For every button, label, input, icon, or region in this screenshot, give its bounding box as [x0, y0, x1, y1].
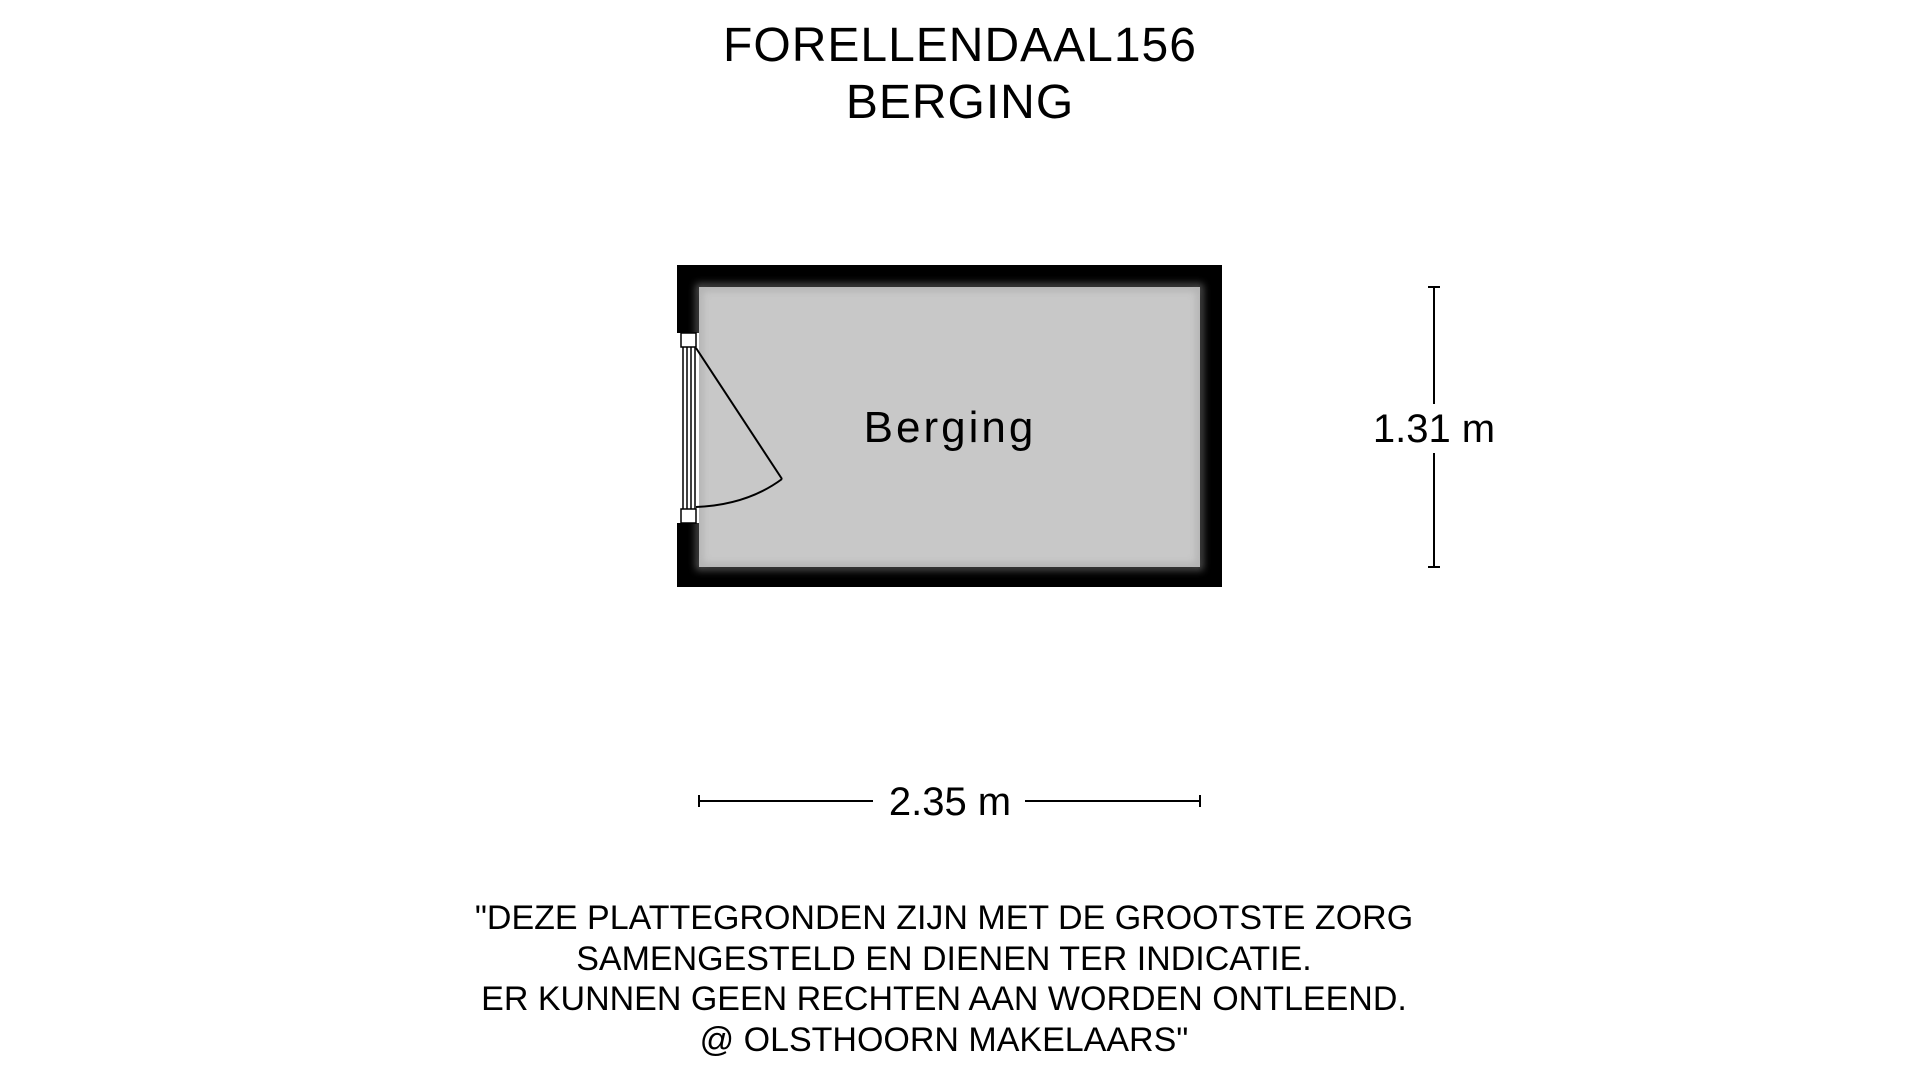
disclaimer — [0, 898, 1888, 1060]
width-label: 2.35 m — [888, 780, 1012, 824]
room-label: Berging — [863, 403, 1037, 452]
address-title: FORELLENDAAL156 — [723, 19, 1197, 72]
floor-title: BERGING — [845, 76, 1075, 129]
disclaimer-line: "DEZE PLATTEGRONDEN ZIJN MET DE GROOTSTE ZORG — [474, 899, 1414, 937]
height-label: 1.31 m — [1372, 407, 1496, 451]
disclaimer-line: @ OLSTHOORN MAKELAARS" — [699, 1020, 1189, 1059]
disclaimer-line: SAMENGESTELD EN DIENEN TER INDICATIE. — [576, 939, 1312, 978]
disclaimer-line: ER KUNNEN GEEN RECHTEN AAN WORDEN ONTLEEND. — [481, 980, 1407, 1018]
